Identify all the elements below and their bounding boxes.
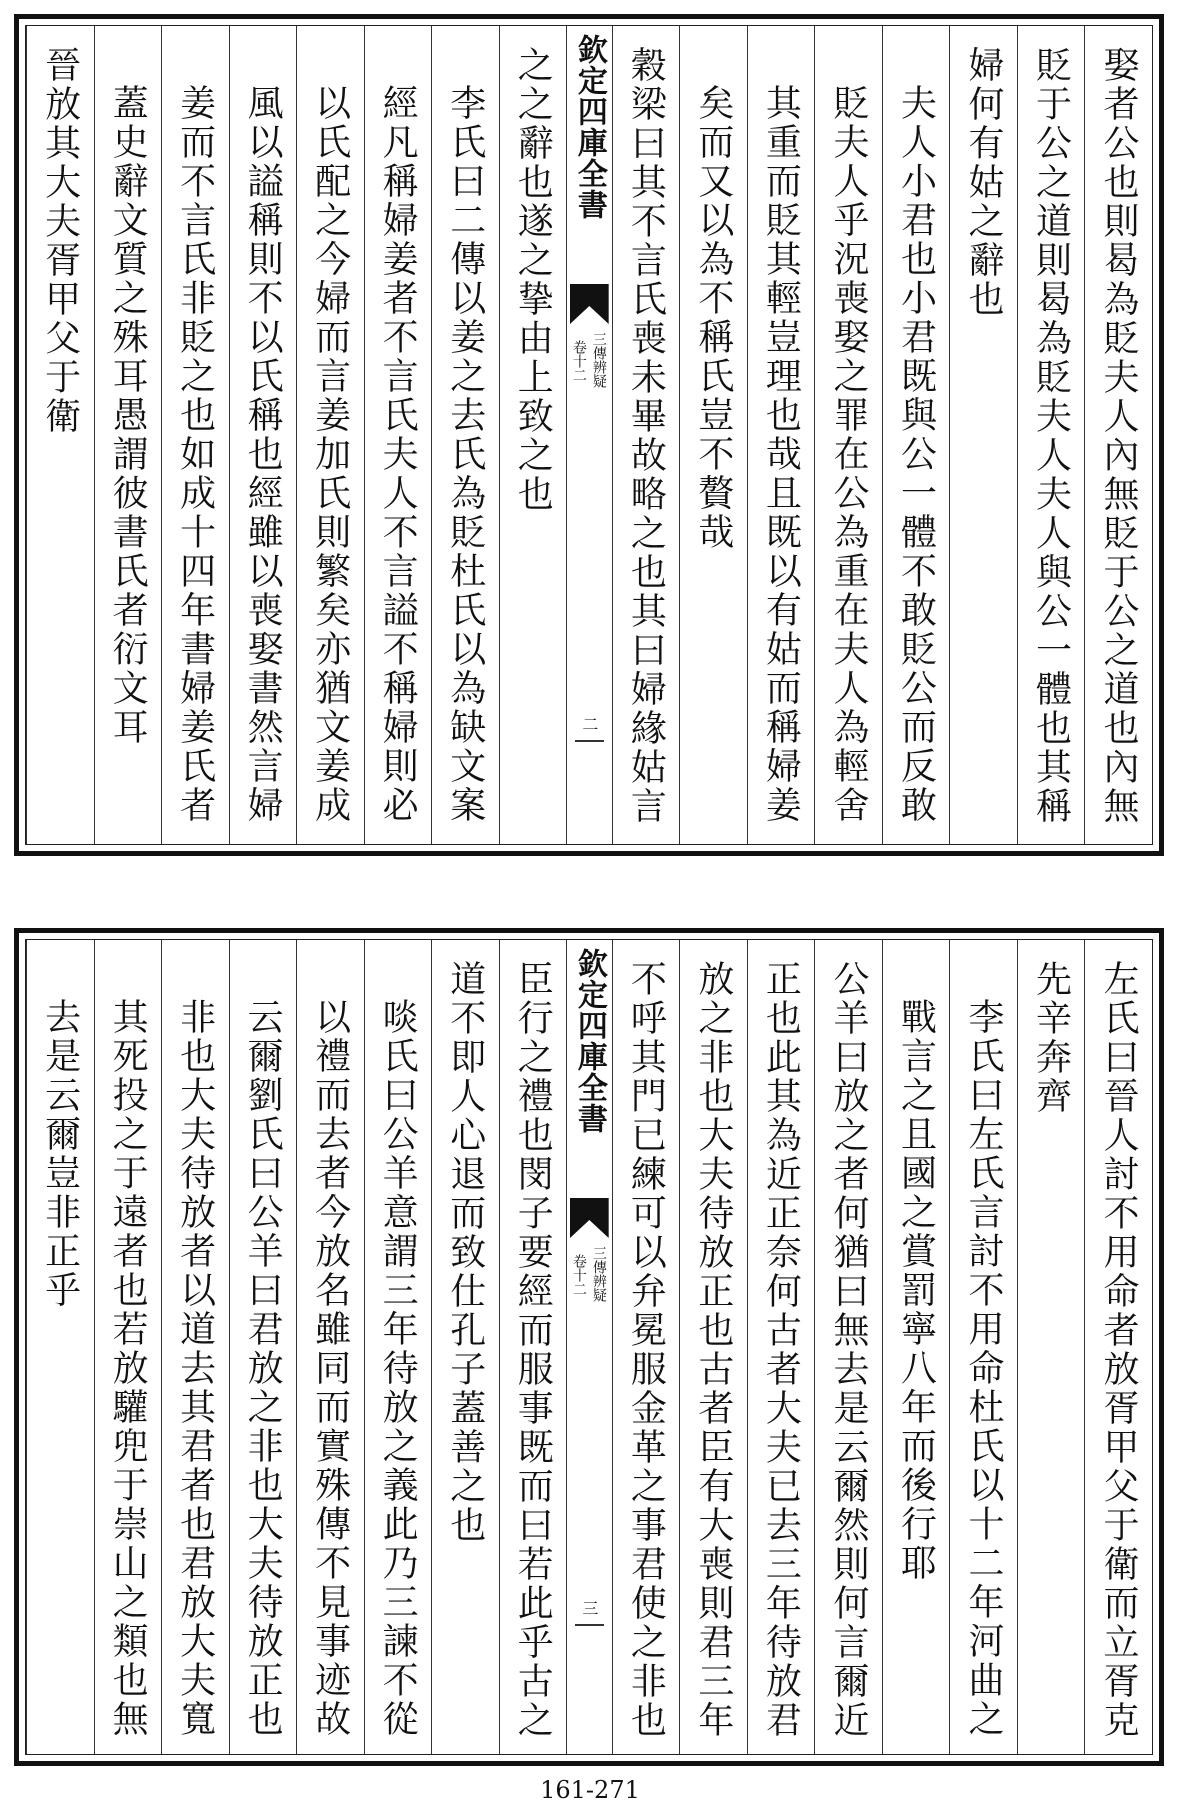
text-column (499, 940, 567, 1754)
work-title: 三傳辨疑 (590, 332, 607, 388)
bottom-text-columns (26, 940, 1152, 1754)
text-column (94, 26, 162, 844)
text-column (882, 26, 950, 844)
column-text: 貶夫人乎況喪娶之罪在公為重在夫人為輕舍 (827, 84, 869, 825)
text-column (1017, 940, 1085, 1754)
text-column (431, 940, 499, 1754)
center-fold-column (566, 26, 612, 844)
column-text: 道不即人心退而致仕孔子蓋善之也 (444, 960, 486, 1545)
folio-rule (575, 1624, 604, 1626)
top-text-columns (26, 26, 1152, 844)
text-column (1017, 26, 1085, 844)
work-title: 三傳辨疑 (590, 1246, 607, 1302)
page-number: 161-271 (540, 1776, 640, 1804)
column-text: 非也大夫待放者以道去其君者也君放大夫寬 (174, 998, 216, 1739)
column-text: 婦何有姑之辭也 (962, 46, 1004, 319)
column-text: 臣行之禮也閔子要經而服事既而曰若此乎古之 (512, 960, 554, 1740)
volume-label: 卷十二 (570, 1254, 587, 1296)
folio-number: 二 (579, 716, 599, 732)
volume-label: 卷十二 (570, 340, 587, 382)
column-text: 李氏曰左氏言討不用命杜氏以十二年河曲之 (962, 998, 1004, 1739)
text-column (679, 940, 747, 1754)
text-column (949, 26, 1017, 844)
text-column (26, 26, 94, 844)
text-column (296, 940, 364, 1754)
column-text: 不呼其門已練可以弁冕服金革之事君使之非也 (625, 960, 667, 1740)
center-fold-column (566, 940, 612, 1754)
folio-rule (575, 740, 604, 742)
column-text: 云爾劉氏曰公羊曰君放之非也大夫待放正也 (242, 998, 284, 1739)
text-column (431, 26, 499, 844)
text-column (882, 940, 950, 1754)
column-text: 風以謚稱則不以氏稱也經雖以喪娶書然言婦 (242, 84, 284, 825)
column-text: 戰言之且國之賞罰寧八年而後行耶 (895, 998, 937, 1583)
column-text: 夫人小君也小君既與公一體不敢貶公而反敢 (895, 84, 937, 825)
column-text: 左氏曰晉人討不用命者放胥甲父于衛而立胥克 (1098, 960, 1139, 1740)
text-column (229, 26, 297, 844)
column-text: 放之非也大夫待放正也古者臣有大喪則君三年 (692, 960, 734, 1740)
text-column (679, 26, 747, 844)
column-text: 正也此其為近正奈何古者大夫已去三年待放君 (760, 960, 802, 1740)
text-column (229, 940, 297, 1754)
column-text: 晉放其大夫胥甲父于衛 (39, 46, 81, 436)
column-text: 蓋史辭文質之殊耳愚謂彼書氏者衍文耳 (107, 84, 149, 747)
book-title: 欽定四庫全書 (571, 948, 607, 1134)
text-column (94, 940, 162, 1754)
text-column (364, 26, 432, 844)
fish-tail-mark (570, 1198, 609, 1238)
column-text: 矣而又以為不稱氏豈不贅哉 (692, 84, 734, 552)
column-text: 公羊曰放之者何猶曰無去是云爾然則何言爾近 (827, 960, 869, 1740)
text-column (1084, 26, 1152, 844)
column-text: 以氏配之今婦而言姜加氏則繁矣亦猶文姜成 (309, 84, 351, 825)
column-text: 李氏曰二傳以姜之去氏為貶杜氏以為缺文案 (444, 84, 486, 825)
column-text: 姜而不言氏非貶之也如成十四年書婦姜氏者 (174, 84, 216, 825)
book-title: 欽定四庫全書 (571, 34, 607, 220)
text-column (612, 26, 680, 844)
text-column (1084, 940, 1152, 1754)
text-column (747, 940, 815, 1754)
column-text: 之之辭也遂之挚由上致之也 (512, 46, 554, 514)
text-column (364, 940, 432, 1754)
column-text: 先辛奔齊 (1030, 960, 1072, 1116)
text-column (499, 26, 567, 844)
text-column (814, 940, 882, 1754)
column-text: 其死投之于遠者也若放驩兜于崇山之類也無 (107, 998, 149, 1739)
column-text: 經凡稱婦姜者不言氏夫人不言謚不稱婦則必 (377, 84, 419, 825)
column-text: 去是云爾豈非正乎 (39, 998, 81, 1310)
column-text: 穀梁曰其不言氏喪未畢故略之也其曰婦緣姑言 (625, 46, 667, 826)
folio-number: 三 (579, 1600, 599, 1616)
top-page-panel (14, 14, 1164, 856)
text-column (296, 26, 364, 844)
fish-tail-mark (570, 284, 609, 324)
bottom-page-frame (25, 939, 1153, 1755)
bottom-page-panel (14, 928, 1164, 1766)
column-text: 以禮而去者今放名雖同而實殊傳不見事迹故 (309, 998, 351, 1739)
text-column (161, 26, 229, 844)
text-column (747, 26, 815, 844)
text-column (612, 940, 680, 1754)
text-column (26, 940, 94, 1754)
text-column (814, 26, 882, 844)
column-text: 娶者公也則曷為貶夫人內無貶于公之道也內無 (1098, 46, 1139, 826)
top-page-frame (25, 25, 1153, 845)
column-text: 其重而貶其輕豈理也哉且既以有姑而稱婦姜 (760, 84, 802, 825)
column-text: 貶于公之道則曷為貶夫人夫人與公一體也其稱 (1030, 46, 1072, 826)
text-column (161, 940, 229, 1754)
text-column (949, 940, 1017, 1754)
column-text: 啖氏曰公羊意謂三年待放之義此乃三諫不從 (377, 998, 419, 1739)
